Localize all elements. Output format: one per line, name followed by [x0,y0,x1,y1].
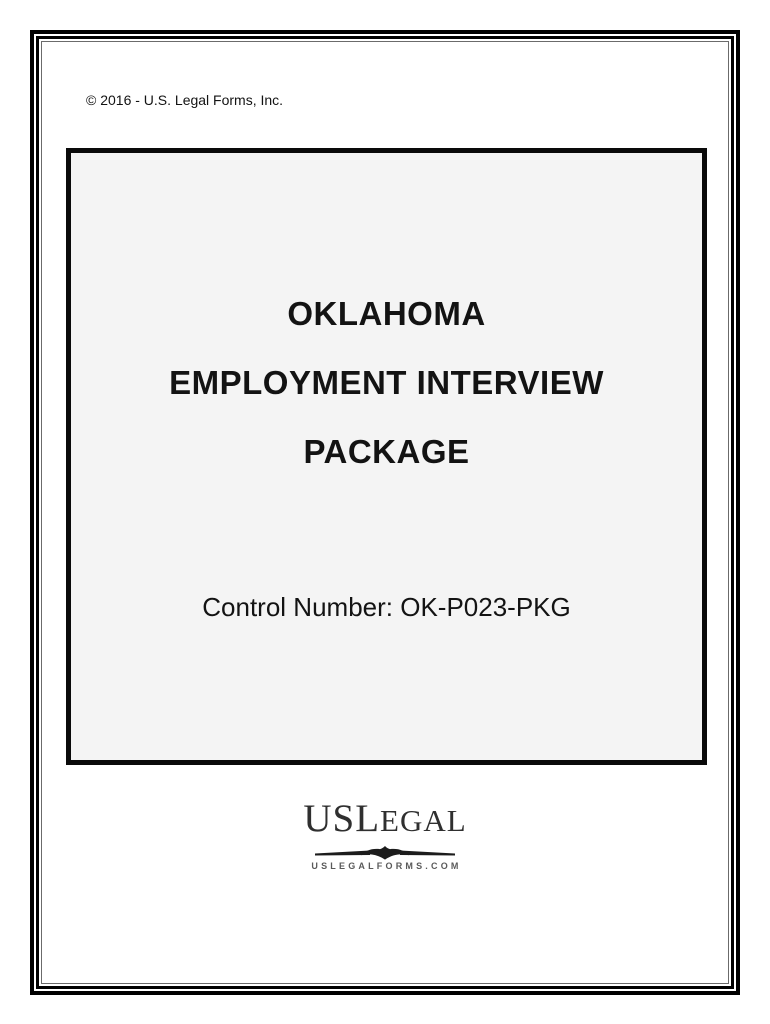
uslegal-wordmark [0,797,770,846]
control-number: Control Number: OK-P023-PKG [202,592,571,622]
wordmark-l: L [355,797,381,840]
title-subject: EMPLOYMENT INTERVIEW [169,364,604,401]
title-box [66,148,707,765]
logo-domain-text: USLEGALFORMS.COM [311,861,462,871]
eagle-icon [0,846,770,860]
title-package: PACKAGE [303,433,470,470]
copyright-notice: © 2016 - U.S. Legal Forms, Inc. [86,92,284,108]
wordmark-egal: EGAL [380,803,467,838]
uslegal-logo [0,797,770,871]
wordmark-us: US [303,797,356,840]
title-state: OKLAHOMA [287,295,486,332]
